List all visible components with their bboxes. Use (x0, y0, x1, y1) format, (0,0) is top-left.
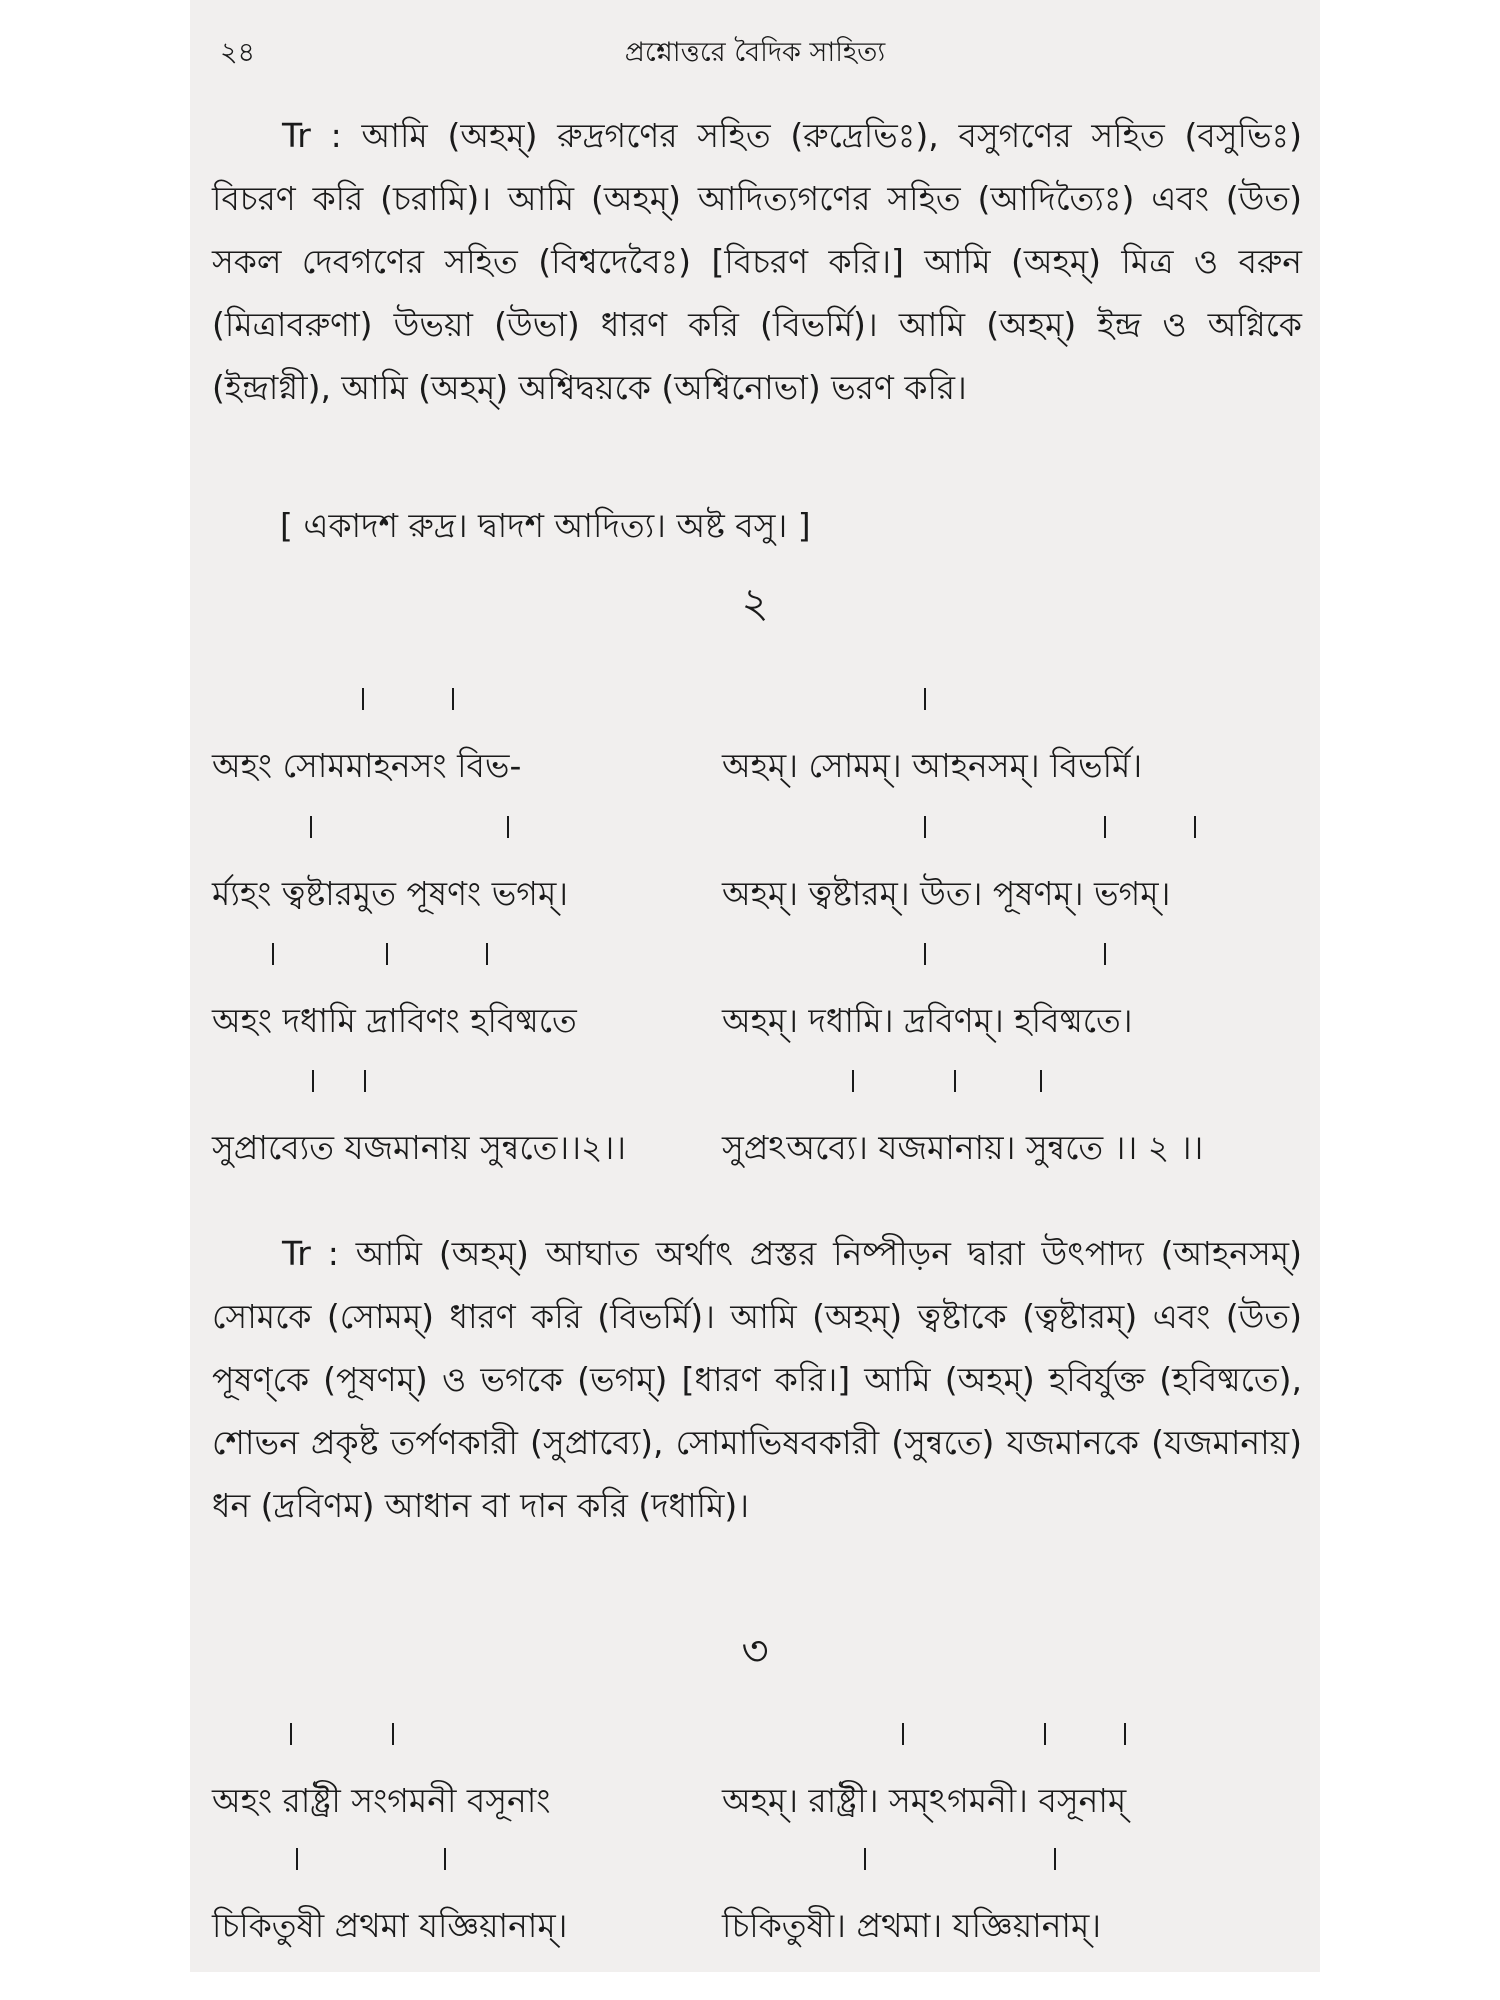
page-header (190, 28, 1320, 68)
verse-padapatha: অহম্। ত্বষ্টারম্। উত। পূষণম্। ভগম্। (722, 874, 1171, 913)
accent-mark (486, 943, 488, 965)
page-number: ২৪ (220, 37, 256, 68)
verse-line (212, 1775, 1310, 1835)
accent-mark (954, 1070, 956, 1092)
accent-mark (1104, 816, 1106, 838)
accent-mark (290, 1723, 292, 1745)
accent-mark (1054, 1848, 1056, 1870)
accent-mark (452, 688, 454, 710)
section-number-3: ৩ (741, 1626, 769, 1675)
accent-mark (1044, 1723, 1046, 1745)
accent-mark (444, 1848, 446, 1870)
translation-paragraph-2: Tr : আমি (অহম্) আঘাত অর্থাৎ প্রস্তর নিষ্পীড়ন দ্বারা উৎপাদ্য (আহনসম্) সোমকে (সোমম্) ধারণ করি (বিভর্মি)। আমি (অহম্) ত্বষ্টাকে (ত্বষ্টারম্) এবং (উত) পূষণ্‌কে (পূষণম্) ও ভগকে (ভগম্) [ধারণ করি।] আমি (অহম্) হবির্যুক্ত (হবিষ্মতে), শোভন প্রকৃষ্ট তর্পণকারী (সুপ্রাব্যে), সোমাভিষবকারী (সুন্বতে) যজমানকে (যজমানায়) ধন (দ্রবিণম) আধান বা দান করি (দধামি)। (212, 1234, 1302, 1525)
verse-padapatha: অহম্। দধামি। দ্রবিণম্। হবিষ্মতে। (722, 1001, 1133, 1040)
accent-mark (386, 943, 388, 965)
verse-samhita: অহং দধামি দ্রাবিণং হবিষ্মতে (212, 1001, 577, 1040)
verse-line (212, 868, 1310, 928)
accent-mark (296, 1848, 298, 1870)
verse-padapatha: অহম্। রাষ্ট্রী। সম্ঽগমনী। বসূনাম্ (722, 1781, 1127, 1820)
verse-line (212, 740, 1310, 800)
accent-mark (272, 943, 274, 965)
verse-padapatha: সুপ্রঽঅব্যে। যজমানায়। সুন্বতে ।। ২ ।। (722, 1128, 1204, 1167)
verse-line (212, 995, 1310, 1055)
accent-mark (1124, 1723, 1126, 1745)
verse-samhita: অহং সোমমাহনসং বিভ- (212, 746, 522, 785)
verse-samhita: অহং রাষ্ট্রী সংগমনী বসূনাং (212, 1781, 551, 1820)
running-title: প্রশ্নোত্তরে বৈদিক সাহিত্য (624, 37, 886, 68)
book-page (190, 0, 1320, 1972)
verse-padapatha: অহম্। সোমম্। আহনসম্। বিভর্মি। (722, 746, 1143, 785)
verse-line (212, 1900, 1310, 1960)
accent-mark (924, 816, 926, 838)
accent-mark (1040, 1070, 1042, 1092)
accent-mark (864, 1848, 866, 1870)
accent-mark (852, 1070, 854, 1092)
translation-paragraph-1: Tr : আমি (অহম্) রুদ্রগণের সহিত (রুদ্রেভিঃ), বসুগণের সহিত (বসুভিঃ) বিচরণ করি (চরামি)। আমি (অহম্) আদিত্যগণের সহিত (আদিত্যৈঃ) এবং (উত) সকল দেবগণের সহিত (বিশ্বদেবৈঃ) [বিচরণ করি।] আমি (অহম্) মিত্র ও বরুন (মিত্রাবরুণা) উভয়া (উভা) ধারণ করি (বিভর্মি)। আমি (অহম্) ইন্দ্র ও অগ্নিকে (ইন্দ্রাগ্নী), আমি (অহম্) অশ্বিদ্বয়কে (অশ্বিনোভা) ভরণ করি। (212, 116, 1302, 407)
accent-mark (1104, 943, 1106, 965)
accent-mark (507, 816, 509, 838)
accent-mark (902, 1723, 904, 1745)
note-bracket: [ একাদশ রুদ্র। দ্বাদশ আদিত্য। অষ্ট বসু। ] (280, 506, 811, 545)
accent-mark (1194, 816, 1196, 838)
verse-samhita: সুপ্রাব্যেত যজমানায় সুন্বতে।।২।। (212, 1128, 627, 1167)
verse-samhita: চিকিতুষী প্রথমা যজ্ঞিয়ানাম্। (212, 1906, 568, 1945)
accent-mark (924, 943, 926, 965)
verse-samhita: র্ম্যহং ত্বষ্টারমুত পূষণং ভগম্। (212, 874, 569, 913)
verse-padapatha: চিকিতুষী। প্রথমা। যজ্ঞিয়ানাম্। (722, 1906, 1102, 1945)
accent-mark (392, 1723, 394, 1745)
accent-mark (924, 688, 926, 710)
accent-mark (364, 1070, 366, 1092)
verse-line (212, 1122, 1310, 1182)
accent-mark (362, 688, 364, 710)
accent-mark (310, 816, 312, 838)
accent-mark (312, 1070, 314, 1092)
section-number-2: ২ (741, 578, 769, 627)
